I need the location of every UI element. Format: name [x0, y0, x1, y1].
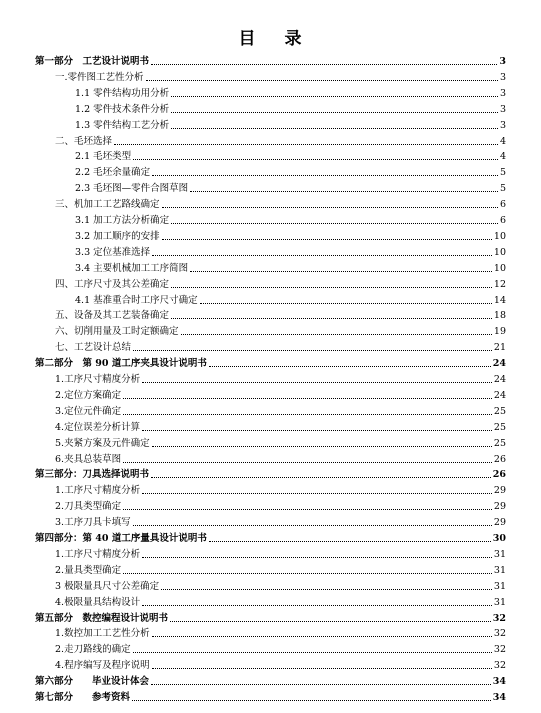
toc-entry [75, 291, 506, 307]
toc-entry [75, 211, 506, 227]
toc-entry [75, 259, 506, 275]
toc-entry-text: 3.4 主要机械加工工序简图 [75, 262, 189, 274]
toc-entry-page: 3 [499, 71, 506, 83]
toc-entry-page: 29 [493, 517, 506, 529]
toc-entry-page: 24 [493, 389, 506, 401]
toc-entry [75, 116, 506, 132]
toc-entry [75, 147, 506, 163]
toc-entry-text: 1.2 零件技术条件分析 [75, 103, 170, 115]
toc-entry-page: 18 [493, 310, 506, 322]
toc-entry-page: 31 [493, 596, 506, 608]
dot-leader [171, 318, 492, 319]
toc-entry-text: 1.工序尺寸精度分析 [55, 374, 141, 385]
toc-entry-text: 1.工序尺寸精度分析 [55, 548, 141, 560]
toc-entry-page: 10 [493, 262, 506, 274]
toc-entry-text: 1.1 零件结构功用分析 [75, 87, 170, 99]
toc-entry [55, 195, 506, 211]
toc-entry-page: 31 [493, 548, 506, 560]
toc-entry-text: 七、工艺设计总结 [55, 342, 132, 354]
dot-leader [161, 589, 492, 590]
toc-entry-text: 4.定位误差分析计算 [55, 421, 141, 433]
toc-entry [55, 450, 506, 466]
toc-entry [55, 322, 506, 338]
toc-entry [55, 497, 506, 513]
dot-leader [171, 287, 492, 288]
toc-entry-text: 二、毛坯选择 [55, 135, 113, 147]
dot-leader [152, 668, 492, 669]
toc-entry-page: 10 [493, 230, 506, 242]
dot-leader [151, 477, 491, 478]
dot-leader [142, 382, 492, 383]
dot-leader [151, 684, 491, 685]
toc-entry [75, 84, 506, 100]
dot-leader [133, 350, 492, 351]
toc-entry-page: 3 [499, 87, 506, 99]
dot-leader [142, 605, 492, 606]
toc-entry [35, 465, 506, 481]
toc-entry [55, 306, 506, 322]
toc-entry-text: 5.夹紧方案及元件确定 [55, 437, 150, 449]
dot-leader [146, 80, 498, 81]
dot-leader [142, 493, 492, 494]
toc-entry-text: 2.刀具类型确定 [55, 501, 122, 513]
dot-leader [133, 159, 498, 160]
toc-entry-page: 34 [492, 692, 506, 703]
toc-entry-text: 一.零件图工艺性分析 [55, 71, 144, 83]
toc-entry-text: 第二部分 第 90 道工序夹具设计说明书 [35, 358, 207, 370]
toc-entry-text: 3.定位元件确定 [55, 405, 122, 417]
toc-entry-page: 32 [493, 644, 506, 656]
toc-entry-page: 10 [493, 246, 506, 258]
dot-leader [123, 414, 492, 415]
toc-entry [55, 338, 506, 354]
dot-leader [142, 430, 492, 431]
dot-leader [133, 525, 492, 526]
toc-entry-text: 1.3 零件结构工艺分析 [75, 119, 170, 131]
toc-entry [55, 434, 506, 450]
dot-leader [152, 255, 492, 256]
toc-entry-page: 24 [493, 374, 506, 385]
toc-entry [55, 513, 506, 529]
toc-entry [35, 672, 506, 688]
toc-entry-page: 25 [493, 437, 506, 449]
toc-entry-text: 第七部分 参考资料 [35, 692, 131, 703]
toc-entry-text: 2.3 毛坯图—零件合图草图 [75, 183, 189, 195]
dot-leader [123, 509, 492, 510]
toc-entry-page: 4 [499, 151, 506, 163]
dot-leader [200, 303, 492, 304]
toc-entry [75, 227, 506, 243]
dot-leader [152, 636, 492, 637]
toc-entry-text: 第一部分 工艺设计说明书 [35, 56, 150, 67]
toc-entry-text: 第五部分 数控编程设计说明书 [35, 612, 169, 624]
dot-leader [162, 239, 492, 240]
dot-leader [132, 700, 491, 701]
dot-leader [171, 223, 498, 224]
toc-entry-page: 12 [493, 278, 506, 290]
toc-entry [55, 402, 506, 418]
dot-leader [171, 128, 498, 129]
toc-entry [55, 275, 506, 291]
toc-entry-page: 26 [492, 469, 506, 481]
dot-leader [181, 334, 492, 335]
toc-entry [55, 68, 506, 84]
toc-entry-text: 2.2 毛坯余量确定 [75, 167, 151, 179]
toc-entry-text: 4.程序编写及程序说明 [55, 660, 150, 672]
dot-leader [190, 271, 492, 272]
toc-entry [55, 593, 506, 609]
toc-entry-text: 3.1 加工方法分析确定 [75, 215, 170, 226]
toc-entry-page: 14 [493, 294, 506, 306]
dot-leader [171, 112, 498, 113]
toc-entry [75, 179, 506, 195]
toc-entry-text: 三、机加工工艺路线确定 [55, 199, 160, 211]
toc-title-left: 目 [238, 29, 257, 49]
dot-leader [162, 207, 498, 208]
toc-entry-text: 3.工序刀具卡填写 [55, 517, 131, 529]
toc-entry-text: 2.定位方案确定 [55, 389, 122, 401]
toc-entry-page: 24 [492, 358, 506, 370]
toc-entry [55, 577, 506, 593]
dot-leader [142, 557, 492, 558]
toc-entry [35, 354, 506, 370]
toc-entry [55, 656, 506, 672]
toc-entry-text: 2.量具类型确定 [55, 564, 122, 576]
toc-entry [75, 163, 506, 179]
toc-entry-text: 六、切削用量及工时定额确定 [55, 326, 179, 338]
toc-entry [55, 370, 506, 386]
toc-entry-text: 五、设备及其工艺装备确定 [55, 310, 170, 322]
toc-entry-page: 4 [499, 135, 506, 147]
dot-leader [190, 191, 498, 192]
dot-leader [123, 573, 492, 574]
dot-leader [114, 144, 498, 145]
dot-leader [152, 446, 492, 447]
toc-entry [55, 561, 506, 577]
toc-entry-page: 32 [492, 612, 506, 624]
toc-entry-page: 5 [499, 167, 506, 179]
toc-entry [55, 640, 506, 656]
dot-leader [209, 366, 491, 367]
toc-entry-page: 25 [493, 421, 506, 433]
toc-entry-text: 6.夹具总装草图 [55, 453, 122, 465]
toc-entry-page: 32 [493, 660, 506, 672]
toc-entry-text: 3.2 加工顺序的安排 [75, 230, 160, 242]
toc-entry-text: 1.数控加工工艺性分析 [55, 628, 150, 640]
dot-leader [133, 652, 492, 653]
dot-leader [151, 64, 497, 65]
dot-leader [123, 398, 492, 399]
toc-entry-page: 31 [493, 580, 506, 592]
toc-entry [35, 609, 506, 625]
toc-entry-page: 3 [499, 119, 506, 131]
toc-entry-text: 4.极限量具结构设计 [55, 596, 141, 608]
toc-entry [55, 132, 506, 148]
toc-entry-text: 四、工序尺寸及其公差确定 [55, 278, 170, 290]
toc-entry [55, 386, 506, 402]
toc-entry-page: 3 [499, 103, 506, 115]
toc-entry-text: 3 极限量具尺寸公差确定 [55, 580, 160, 592]
toc-entry-page: 6 [499, 199, 506, 211]
toc-entry-text: 第三部分：刀具选择说明书 [35, 469, 150, 481]
toc-entry-text: 第六部分 毕业设计体会 [35, 676, 150, 688]
toc-entry-page: 32 [493, 628, 506, 640]
toc-entry-page: 25 [493, 405, 506, 417]
toc-entry-text: 2.走刀路线的确定 [55, 644, 131, 656]
toc-entry-text: 1.工序尺寸精度分析 [55, 485, 141, 497]
toc-entry [75, 243, 506, 259]
toc-entry-text: 3.3 定位基准选择 [75, 246, 151, 258]
toc-entry-text: 4.1 基准重合时工序尺寸确定 [75, 294, 198, 306]
toc-entry [35, 529, 506, 545]
toc-entry-page: 29 [493, 485, 506, 497]
toc-entry [35, 52, 506, 68]
toc-title [0, 24, 541, 49]
toc-entry-page: 19 [493, 326, 506, 338]
toc-entry [35, 688, 506, 704]
toc-entry-page: 21 [493, 342, 506, 354]
toc-title-right: 录 [284, 29, 303, 49]
toc-entry [75, 100, 506, 116]
toc-entry-page: 34 [492, 676, 506, 688]
toc-entry-page: 6 [499, 215, 506, 226]
toc-entry-page: 31 [493, 564, 506, 576]
toc-entry-text: 2.1 毛坯类型 [75, 151, 132, 163]
dot-leader [152, 175, 498, 176]
toc-entry [55, 418, 506, 434]
toc-entry [55, 481, 506, 497]
toc-entry-page: 5 [499, 183, 506, 195]
toc-entry [55, 624, 506, 640]
dot-leader [171, 96, 498, 97]
dot-leader [209, 541, 491, 542]
toc-entry [55, 545, 506, 561]
dot-leader [123, 462, 492, 463]
toc-entry-page: 3 [499, 56, 506, 67]
toc-entry-page: 29 [493, 501, 506, 513]
toc-entry-text: 第四部分：第 40 道工序量具设计说明书 [35, 533, 207, 544]
toc-entry-page: 26 [493, 453, 506, 465]
dot-leader [170, 621, 491, 622]
toc-entry-page: 30 [492, 533, 506, 544]
